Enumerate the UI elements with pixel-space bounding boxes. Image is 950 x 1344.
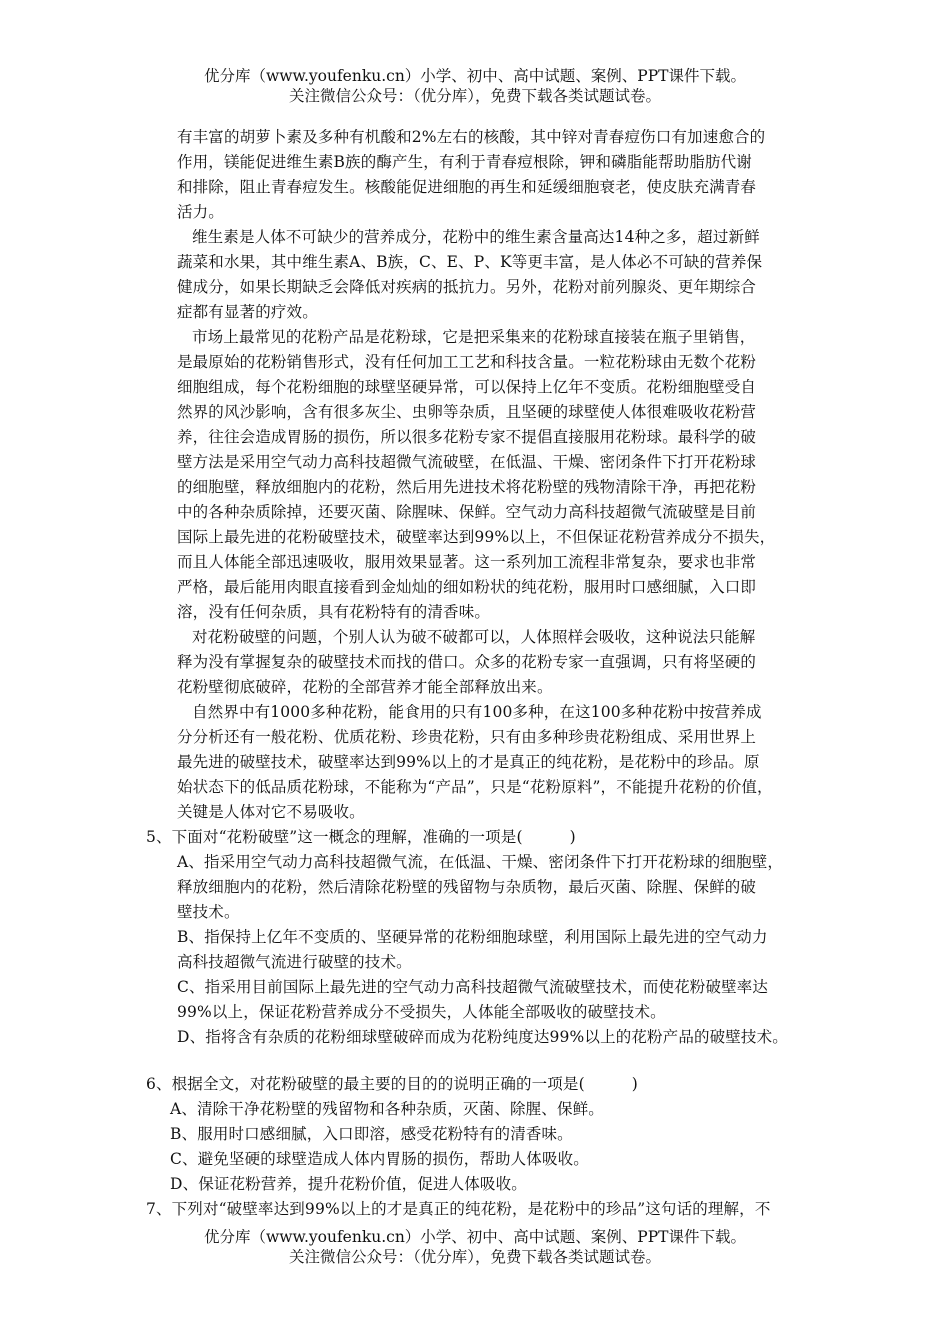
body-line: 细胞组成，每个花粉细胞的球壁坚硬异常，可以保持上亿年不变质。花粉细胞壁受自	[177, 378, 757, 396]
body-line: 中的各种杂质除掉，还要灭菌、除腥味、保鲜。空气动力高科技超微气流破壁是目前	[177, 503, 757, 521]
body-line: 对花粉破壁的问题，个别人认为破不破都可以，人体照样会吸收，这种说法只能解	[192, 628, 756, 646]
body-line: 是最原始的花粉销售形式，没有任何加工工艺和科技含量。一粒花粉球由无数个花粉	[177, 353, 757, 371]
question-6-option-b: B、服用时口感细腻，入口即溶，感受花粉特有的清香味。	[170, 1125, 573, 1143]
body-line: 关键是人体对它不易吸收。	[177, 803, 365, 821]
body-line: 分分析还有一般花粉、优质花粉、珍贵花粉，只有由多种珍贵花粉组成、采用世界上	[177, 728, 757, 746]
body-line: 症都有显著的疗效。	[177, 303, 318, 321]
body-line: 有丰富的胡萝卜素及多种有机酸和2%左右的核酸，其中锌对青春痘伤口有加速愈合的	[177, 128, 766, 146]
body-line: 严格，最后能用肉眼直接看到金灿灿的细如粉状的纯花粉，服用时口感细腻，入口即	[177, 578, 757, 596]
body-line: 活力。	[177, 203, 224, 221]
question-6-option-d: D、保证花粉营养，提升花粉价值，促进人体吸收。	[170, 1175, 527, 1193]
body-line: 国际上最先进的花粉破壁技术，破壁率达到99%以上，不但保证花粉营养成分不损失，	[177, 528, 776, 546]
body-line: 作用，镁能促进维生素B族的酶产生，有利于青春痘根除，钾和磷脂能帮助脂肪代谢	[177, 153, 752, 171]
body-line: 养，往往会造成胃肠的损伤，所以很多花粉专家不提倡直接服用花粉球。最科学的破	[177, 428, 757, 446]
question-5-option-a: 壁技术。	[177, 903, 240, 921]
question-6: 6、根据全文，对花粉破壁的最主要的目的的说明正确的一项是( )	[146, 1075, 638, 1093]
body-line: 自然界中有1000多种花粉，能食用的只有100多种，在这100多种花粉中按营养成	[192, 703, 762, 721]
body-line: 维生素是人体不可缺少的营养成分，花粉中的维生素含量高达14种之多，超过新鲜	[192, 228, 760, 246]
question-5-option-b: 高科技超微气流进行破壁的技术。	[177, 953, 412, 971]
body-line: 最先进的破壁技术，破壁率达到99%以上的才是真正的纯花粉，是花粉中的珍品。原	[177, 753, 760, 771]
body-line: 市场上最常见的花粉产品是花粉球，它是把采集来的花粉球直接装在瓶子里销售，	[192, 328, 756, 346]
body-line: 溶，没有任何杂质，具有花粉特有的清香味。	[177, 603, 491, 621]
question-6-option-c: C、避免坚硬的球壁造成人体内胃肠的损伤，帮助人体吸收。	[170, 1150, 589, 1168]
question-5: 5、下面对“花粉破壁”这一概念的理解，准确的一项是( )	[146, 828, 576, 846]
question-7: 7、下列对“破壁率达到99%以上的才是真正的纯花粉，是花粉中的珍品”这句话的理解，不	[146, 1200, 771, 1218]
body-line: 释为没有掌握复杂的破壁技术而找的借口。众多的花粉专家一直强调，只有将坚硬的	[177, 653, 757, 671]
question-5-option-c: C、指采用目前国际上最先进的空气动力高科技超微气流破壁技术，而使花粉破壁率达	[177, 978, 769, 996]
header-line-1: 优分库（www.youfenku.cn）小学、初中、高中试题、案例、PPT课件下载。	[203, 67, 747, 85]
question-5-option-d: D、指将含有杂质的花粉细球壁破碎而成为花粉纯度达99%以上的花粉产品的破壁技术。	[177, 1028, 788, 1046]
question-5-option-a: 释放细胞内的花粉，然后清除花粉壁的残留物与杂质物，最后灭菌、除腥、保鲜的破	[177, 878, 757, 896]
body-line: 和排除，阻止青春痘发生。核酸能促进细胞的再生和延缓细胞衰老，使皮肤充满青春	[177, 178, 757, 196]
question-5-option-a: A、指采用空气动力高科技超微气流，在低温、干燥、密闭条件下打开花粉球的细胞壁，	[177, 853, 784, 871]
page-header	[0, 66, 950, 106]
body-line: 的细胞壁，释放细胞内的花粉，然后用先进技术将花粉壁的残物清除干净，再把花粉	[177, 478, 757, 496]
body-line: 始状态下的低品质花粉球，不能称为“产品”，只是“花粉原料”，不能提升花粉的价值，	[177, 778, 773, 796]
page-footer	[0, 1227, 950, 1267]
body-line: 壁方法是采用空气动力高科技超微气流破壁，在低温、干燥、密闭条件下打开花粉球	[177, 453, 757, 471]
question-5-option-b: B、指保持上亿年不变质的、坚硬异常的花粉细胞球壁，利用国际上最先进的空气动力	[177, 928, 768, 946]
body-line: 然界的风沙影响，含有很多灰尘、虫卵等杂质，且坚硬的球壁使人体很难吸收花粉营	[177, 403, 757, 421]
body-line: 花粉壁彻底破碎，花粉的全部营养才能全部释放出来。	[177, 678, 553, 696]
body-line: 健成分，如果长期缺乏会降低对疾病的抵抗力。另外，花粉对前列腺炎、更年期综合	[177, 278, 757, 296]
question-5-option-c: 99%以上，保证花粉营养成分不受损失，人体能全部吸收的破壁技术。	[177, 1003, 666, 1021]
body-line: 蔬菜和水果，其中维生素A、B族，C、E、P、K等更丰富，是人体必不可缺的营养保	[177, 253, 763, 271]
body-line: 而且人体能全部迅速吸收，服用效果显著。这一系列加工流程非常复杂，要求也非常	[177, 553, 757, 571]
question-6-option-a: A、清除干净花粉壁的残留物和各种杂质，灭菌、除腥、保鲜。	[170, 1100, 604, 1118]
footer-line-1: 优分库（www.youfenku.cn）小学、初中、高中试题、案例、PPT课件下载。	[203, 1228, 747, 1246]
header-line-2: 关注微信公众号：（优分库），免费下载各类试题试卷。	[288, 87, 661, 105]
footer-line-2: 关注微信公众号：（优分库），免费下载各类试题试卷。	[288, 1248, 661, 1266]
